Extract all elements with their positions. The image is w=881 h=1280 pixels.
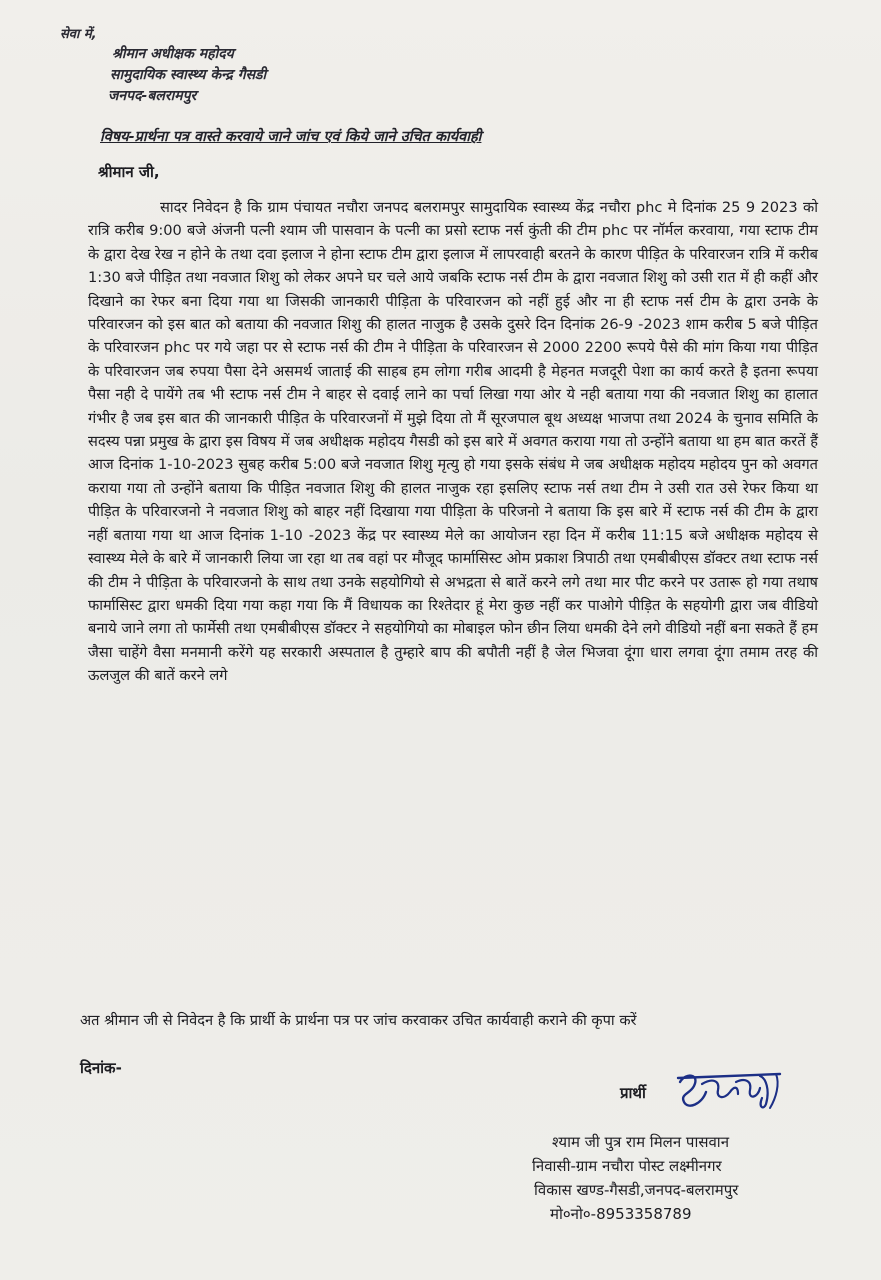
sender-address-2: विकास खण्ड-गैसडी,जनपद-बलरामपुर — [534, 1181, 739, 1199]
subject-line: विषय-प्रार्थना पत्र वास्ते करवाये जाने जांच एवं किये जाने उचित कार्यवाही — [100, 129, 482, 145]
signature-image — [672, 1068, 788, 1118]
salutation: श्रीमान जी, — [98, 163, 160, 181]
sender-name: श्याम जी पुत्र राम मिलन पासवान — [552, 1133, 730, 1151]
address-line-3: जनपद-बलरामपुर — [108, 88, 197, 104]
address-to: सेवा में, — [60, 27, 97, 42]
sender-block — [520, 1130, 738, 1226]
applicant-label: प्रार्थी — [620, 1084, 646, 1102]
address-line-1: श्रीमान अधीक्षक महोदय — [112, 46, 234, 62]
letter-body — [88, 196, 818, 688]
address-line-2: सामुदायिक स्वास्थ्य केन्द्र गैसडी — [110, 67, 267, 83]
body-paragraph: सादर निवेदन है कि ग्राम पंचायत नचौरा जनपद बलरामपुर सामुदायिक स्वास्थ्य केंद्र नचौरा phc मे दिनांक 25 9 2023 को रात्रि करीब 9:00 बजे अंजनी पत्नी श्याम जी पासवान के पत्नी का प्रसो स्टाफ नर्स कुंती की टीम phc पर नॉर्मल करवाया, गया स्टाफ टीम के द्वारा देख रेख न होने के तथा दवा इलाज ने होना स्टाफ टीम द्वारा इलाज में लापरवाही बरतने के कारण पीड़ित के परिवारजन रात्रि में करीब 1:30 बजे पीड़ित तथा नवजात शिशु को लेकर अपने घर चले आये जबकि स्टाफ नर्स टीम के द्वारा नवजात शिशु को उसी रात में ही कहीं और दिखाने का रेफर बना दिया गया था जिसकी जानकारी पीड़िता के परिवारजन को नहीं हुई और ना ही स्टाफ नर्स टीम के द्वारा उनके के परिवारजन को इस बात को बताया की नवजात शिशु की हालत नाजुक है उसके दुसरे दिन दिनांक 26-9 -2023 शाम करीब 5 बजे पीड़ित के परिवारजन phc पर गये जहा पर से स्टाफ नर्स की टीम ने पीड़िता के परिवारजन से 2000 2200 रूपये पैसे की मांग किया गया पीड़ित के परिवारजन जब रुपया पैसा देने असमर्थ जाताई की साहब हम लोगा गरीब आदमी है मेहनत मजदूरी पेशा का कार्य करते है इतना रूपया पैसा नही दे पायेंगे तब भी स्टाफ नर्स टीम ने बाहर से दवाई लाने का पर्चा लिखा गया ओर ये नही बताया गया की नवजात शिशु का हालात गंभीर है जब इस बात की जानकारी पीड़ित के परिवारजनों में मुझे दिया तो मैं सूरजपाल बूथ अध्यक्ष भाजपा तथा 2024 के चुनाव समिति के सदस्य पन्ना प्रमुख के द्वारा इस विषय में जब अधीक्षक महोदय गैसडी को इस बारे में अवगत कराया गया तो उन्होंने बताया था हम बात करतें हैं आज दिनांक 1-10-2023 सुबह करीब 5:00 बजे नवजात शिशु मृत्यु हो गया इसके संबंध मे जब अधीक्षक महोदय महोदय पुन को अवगत कराया गया तो उन्होंने बताया कि पीड़ित नवजात शिशु की हालत नाजुक रहा इसलिए स्टाफ नर्स तथा टीम ने उसी रात उसे रेफर किया था पीड़ित के परिवारजनो ने नवजात शिशु को बाहर नहीं दिखाया गया पीड़िता के परिजनो ने बताया कि इस बारे में स्टाफ नर्स की टीम के द्वारा नहीं बताया गया था आज दिनांक 1-10 -2023 केंद्र पर स्वास्थ्य मेले का आयोजन रहा दिन में करीब 11:15 बजे अधीक्षक महोदय से स्वास्थ्य मेले के बारे में जानकारी लिया जा रहा था तब वहां पर मौजूद फार्मासिस्ट ओम प्रकाश त्रिपाठी तथा एमबीबीएस डॉक्टर तथा स्टाफ नर्स की टीम ने पीड़िता के परिवारजनो के साथ तथा उनके सहयोगियो से अभद्रता से बातें करने लगे तथा मार पीट करने पर उतारू हो गया तथाष फार्मासिस्ट द्वारा धमकी दिया गया कहा गया कि मैं विधायक का रिश्तेदार हूं मेरा कुछ नहीं कर पाओगे पीड़ित के सहयोगी द्वारा जब वीडियो बनाये जाने लगा तो फार्मेसी तथा एमबीबीएस डॉक्टर ने सहयोगियो का मोबाइल फोन छीन लिया धमकी देने लगे वीडियो नहीं बना सकते हैं हम जैसा चाहेंगे वैसा मनमानी करेंगे यह सरकारी अस्पताल है तुम्हारे बाप की बपौती नहीं है जेल भिजवा दूंगा धारा लगवा दूंगा तमाम तरह की ऊलजुल की बातें करने लगे — [88, 199, 818, 685]
closing-paragraph: अत श्रीमान जी से निवेदन है कि प्रार्थी के प्रार्थना पत्र पर जांच करवाकर उचित कार्यवाही कराने की कृपा करें — [80, 1012, 637, 1029]
sender-mobile: मो०नो०-8953358789 — [550, 1205, 692, 1223]
date-label: दिनांक- — [80, 1059, 122, 1077]
sender-address-1: निवासी-ग्राम नचौरा पोस्ट लक्ष्मीनगर — [532, 1157, 722, 1175]
